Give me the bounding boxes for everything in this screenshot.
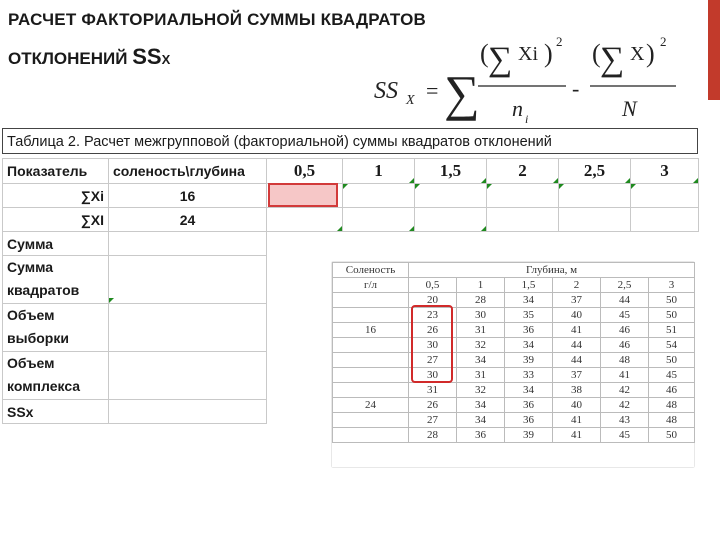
data-cell: 50 <box>649 353 695 368</box>
selected-cell-highlight[interactable] <box>268 183 338 207</box>
table-row <box>3 184 699 208</box>
data-cell: 51 <box>649 323 695 338</box>
formula-equals: = <box>426 78 439 103</box>
data-cell: 27 <box>409 413 457 428</box>
cell[interactable] <box>415 184 487 208</box>
data-cell: 31 <box>409 383 457 398</box>
data-cell: 37 <box>553 293 601 308</box>
source-data-table <box>332 262 694 467</box>
cell[interactable] <box>343 184 415 208</box>
data-cell: 35 <box>505 308 553 323</box>
row-label: ∑Xi <box>3 184 109 208</box>
data-cell: 41 <box>601 368 649 383</box>
inner-sum-sign-1: ∑ <box>488 41 513 78</box>
slide-title-line1: РАСЧЕТ ФАКТОРИАЛЬНОЙ СУММЫ КВАДРАТОВ <box>8 10 426 29</box>
frac1-den-sub: i <box>525 112 529 126</box>
data-cell: 32 <box>457 338 505 353</box>
data-cell: 48 <box>601 353 649 368</box>
frac1-exp: 2 <box>556 34 563 49</box>
data-cell: 38 <box>553 383 601 398</box>
source-data-grid <box>332 262 695 443</box>
paren-open-1: ( <box>480 39 489 68</box>
data-cell: 36 <box>505 323 553 338</box>
cell[interactable] <box>631 208 699 232</box>
data-cell: 36 <box>457 428 505 443</box>
data-cell: 36 <box>505 413 553 428</box>
formula-lhs: SS <box>374 78 398 104</box>
data-cell: 45 <box>649 368 695 383</box>
data-row <box>333 353 695 368</box>
cell[interactable] <box>487 208 559 232</box>
header-indicator: Показатель <box>3 159 109 184</box>
data-row <box>333 308 695 323</box>
data-cell: 34 <box>505 338 553 353</box>
table-caption: Таблица 2. Расчет межгрупповой (факториальной) суммы квадратов отклонений <box>2 128 698 154</box>
data-cell: 46 <box>649 383 695 398</box>
row-value: 16 <box>109 184 267 208</box>
outer-sum-sign: ∑ <box>444 65 480 121</box>
accent-bar <box>708 0 720 100</box>
salinity-cell: 24 <box>333 398 409 413</box>
formula-minus: - <box>572 76 580 101</box>
header-depth-2-5: 2,5 <box>559 159 631 184</box>
unit-header: г/л <box>333 278 409 293</box>
cell[interactable] <box>109 256 267 304</box>
row-label: Сумма <box>3 232 109 256</box>
depth-label: 1,5 <box>505 278 553 293</box>
header-depth-3: 3 <box>631 159 699 184</box>
data-cell: 31 <box>457 368 505 383</box>
header-depth-1-5: 1,5 <box>415 159 487 184</box>
ssx-formula <box>370 28 700 128</box>
data-row <box>333 428 695 443</box>
data-cell: 26 <box>409 398 457 413</box>
data-cell: 37 <box>553 368 601 383</box>
data-cell: 48 <box>649 413 695 428</box>
data-cell: 41 <box>553 413 601 428</box>
depth-label: 3 <box>649 278 695 293</box>
data-cell: 34 <box>505 293 553 308</box>
cell[interactable] <box>487 184 559 208</box>
paren-close-2: ) <box>646 39 655 68</box>
salinity-cell <box>333 308 409 323</box>
data-cell: 34 <box>505 383 553 398</box>
table-row <box>3 232 699 256</box>
data-cell: 44 <box>553 338 601 353</box>
data-cell: 39 <box>505 428 553 443</box>
data-cell: 32 <box>457 383 505 398</box>
data-cell: 44 <box>553 353 601 368</box>
data-cell: 50 <box>649 428 695 443</box>
data-cell: 43 <box>601 413 649 428</box>
data-cell: 27 <box>409 353 457 368</box>
data-cell: 46 <box>601 338 649 353</box>
cell[interactable] <box>109 232 267 256</box>
calc-table-header <box>3 159 699 184</box>
data-cell: 36 <box>505 398 553 413</box>
salinity-cell <box>333 428 409 443</box>
data-cell: 28 <box>409 428 457 443</box>
col-header-salinity: Соленость <box>333 263 409 278</box>
data-cell: 44 <box>601 293 649 308</box>
salinity-cell <box>333 293 409 308</box>
depth-label: 2,5 <box>601 278 649 293</box>
header-salinity-depth: соленость\глубина <box>109 159 267 184</box>
salinity-cell: 16 <box>333 323 409 338</box>
data-cell: 34 <box>457 398 505 413</box>
salinity-cell <box>333 383 409 398</box>
cell[interactable] <box>109 304 267 352</box>
data-cell: 40 <box>553 398 601 413</box>
data-cell: 20 <box>409 293 457 308</box>
cell[interactable] <box>109 352 267 400</box>
data-cell: 39 <box>505 353 553 368</box>
data-row <box>333 293 695 308</box>
cell[interactable] <box>559 208 631 232</box>
data-cell: 54 <box>649 338 695 353</box>
salinity-cell <box>333 413 409 428</box>
row-label: ∑XI <box>3 208 109 232</box>
data-cell: 34 <box>457 353 505 368</box>
data-row <box>333 398 695 413</box>
header-depth-2: 2 <box>487 159 559 184</box>
data-cell: 40 <box>553 308 601 323</box>
cell[interactable] <box>559 184 631 208</box>
cell[interactable] <box>343 208 415 232</box>
data-cell: 23 <box>409 308 457 323</box>
column-highlight-box <box>411 305 453 383</box>
data-cell: 46 <box>601 323 649 338</box>
formula-graphic <box>370 28 700 128</box>
data-row <box>333 338 695 353</box>
frac1-den: n <box>512 96 523 121</box>
data-cell: 50 <box>649 308 695 323</box>
cell[interactable] <box>415 208 487 232</box>
frac2-num: X <box>630 43 645 65</box>
table-row <box>3 208 699 232</box>
depth-label: 0,5 <box>409 278 457 293</box>
data-cell: 50 <box>649 293 695 308</box>
salinity-cell <box>333 338 409 353</box>
row-label: Сумма квадратов <box>3 256 109 304</box>
data-cell: 31 <box>457 323 505 338</box>
data-cell: 30 <box>457 308 505 323</box>
frac1-num: Xi <box>518 43 538 65</box>
data-cell: 45 <box>601 308 649 323</box>
frac2-exp: 2 <box>660 34 667 49</box>
title-ss: SS <box>132 44 162 69</box>
depth-label: 2 <box>553 278 601 293</box>
frac2-den: N <box>622 96 637 121</box>
slide-title-line2 <box>8 44 170 70</box>
data-cell: 33 <box>505 368 553 383</box>
data-cell: 41 <box>553 323 601 338</box>
data-cell: 30 <box>409 368 457 383</box>
formula-lhs-sub: X <box>406 93 415 108</box>
row-value: 24 <box>109 208 267 232</box>
title-ss-subscript: X <box>161 52 171 67</box>
data-cell: 48 <box>649 398 695 413</box>
cell[interactable] <box>267 208 343 232</box>
data-cell: 30 <box>409 338 457 353</box>
data-row <box>333 368 695 383</box>
data-cell: 45 <box>601 428 649 443</box>
inner-sum-sign-2: ∑ <box>600 41 625 78</box>
row-label: Объем комплекса <box>3 352 109 400</box>
col-header-depth: Глубина, м <box>409 263 695 278</box>
title-prefix: ОТКЛОНЕНИЙ <box>8 49 128 68</box>
data-cell: 42 <box>601 383 649 398</box>
data-row <box>333 383 695 398</box>
data-cell: 26 <box>409 323 457 338</box>
cell[interactable] <box>631 184 699 208</box>
header-depth-1: 1 <box>343 159 415 184</box>
row-label: Объем выборки <box>3 304 109 352</box>
paren-open-2: ( <box>592 39 601 68</box>
data-row <box>333 413 695 428</box>
data-cell: 34 <box>457 413 505 428</box>
cell[interactable] <box>109 400 267 424</box>
salinity-cell <box>333 368 409 383</box>
data-cell: 28 <box>457 293 505 308</box>
depth-label: 1 <box>457 278 505 293</box>
data-cell: 42 <box>601 398 649 413</box>
data-cell: 41 <box>553 428 601 443</box>
paren-close-1: ) <box>544 39 553 68</box>
salinity-cell <box>333 353 409 368</box>
header-depth-0-5: 0,5 <box>267 159 343 184</box>
row-label: SSx <box>3 400 109 424</box>
data-row <box>333 323 695 338</box>
